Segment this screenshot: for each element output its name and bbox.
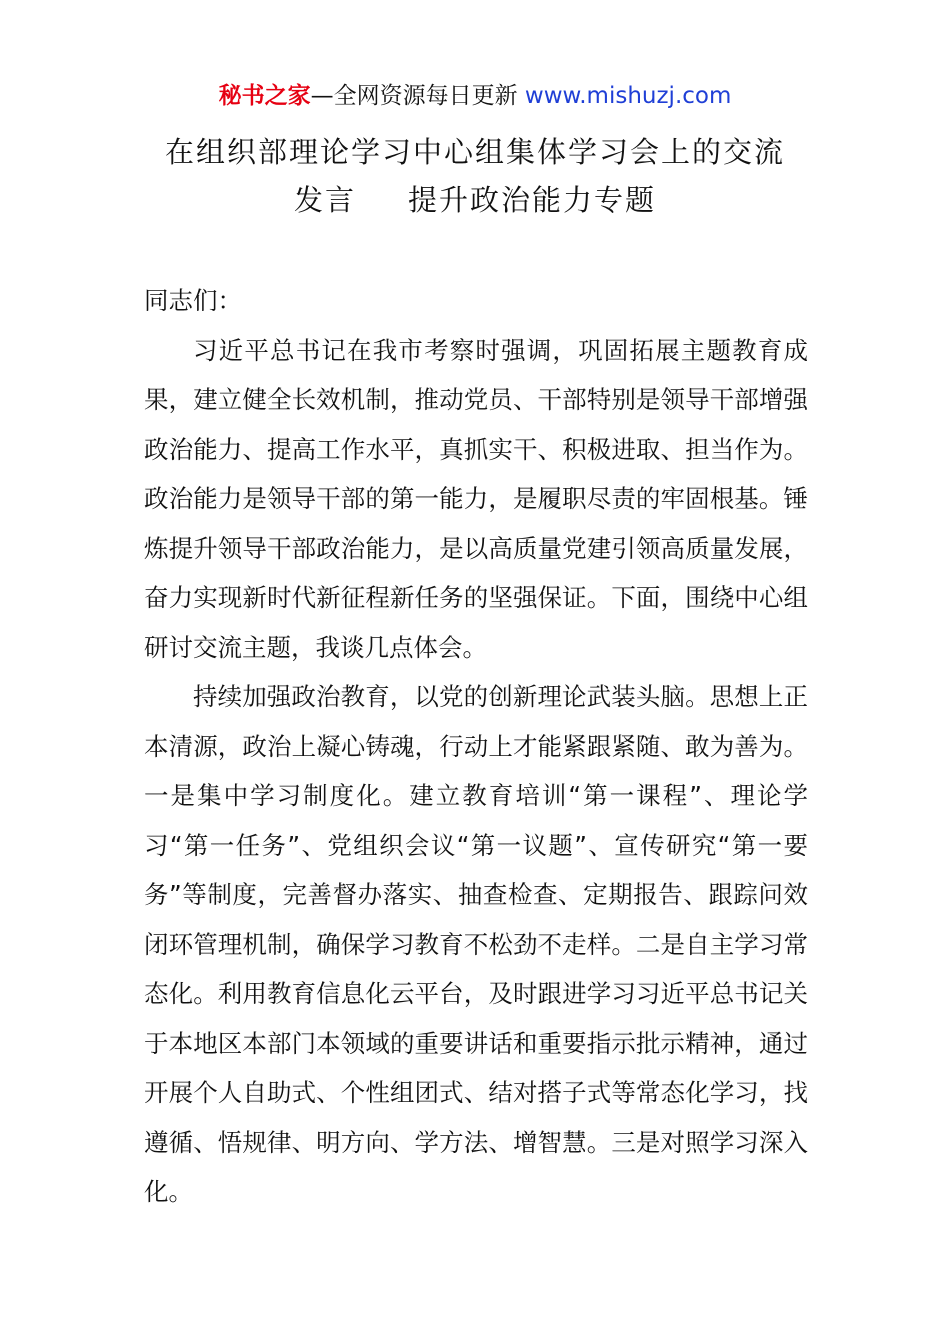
brand-name: 秘书之家 [218,83,311,109]
site-url-link[interactable]: www.mishuzj.com [524,83,732,109]
title-line-1: 在组织部理论学习中心组集体学习会上的交流 [164,135,785,169]
site-header [0,80,950,112]
salutation: 同志们： [144,286,242,315]
document-body [144,276,808,1217]
paragraph-1: 习近平总书记在我市考察时强调，巩固拓展主题教育成果，建立健全长效机制，推动党员、干部特别是领导干部增强政治能力、提高工作水平，真抓实干、积极进取、担当作为。政治能力是领导干部的第一能力，是履职尽责的牢固根基。锤炼提升领导干部政治能力，是以高质量党建引领高质量发展，奋力实现新时代新征程新任务的坚强保证。下面，围绕中心组研讨交流主题，我谈几点体会。 [144,335,808,662]
header-tagline: —全网资源每日更新 [310,83,518,109]
title-line-2-part-a: 发言 [293,183,356,217]
document-title [0,128,950,224]
title-line-2-part-b: 提升政治能力专题 [408,183,657,217]
paragraph-2: 持续加强政治教育，以党的创新理论武装头脑。思想上正本清源，政治上凝心铸魂，行动上才能紧跟紧随、敢为善为。一是集中学习制度化。建立教育培训“第一课程”、理论学习“第一任务”、党组织会议“第一议题”、宣传研究“第一要务”等制度，完善督办落实、抽查检查、定期报告、跟踪问效闭环管理机制，确保学习教育不松劲不走样。二是自主学习常态化。利用教育信息化云平台，及时跟进学习习近平总书记关于本地区本部门本领域的重要讲话和重要指示批示精神，通过开展个人自助式、个性组团式、结对搭子式等常态化学习，找遵循、悟规律、明方向、学方法、增智慧。三是对照学习深入化。 [144,682,808,1206]
title-line-2 [0,176,950,224]
